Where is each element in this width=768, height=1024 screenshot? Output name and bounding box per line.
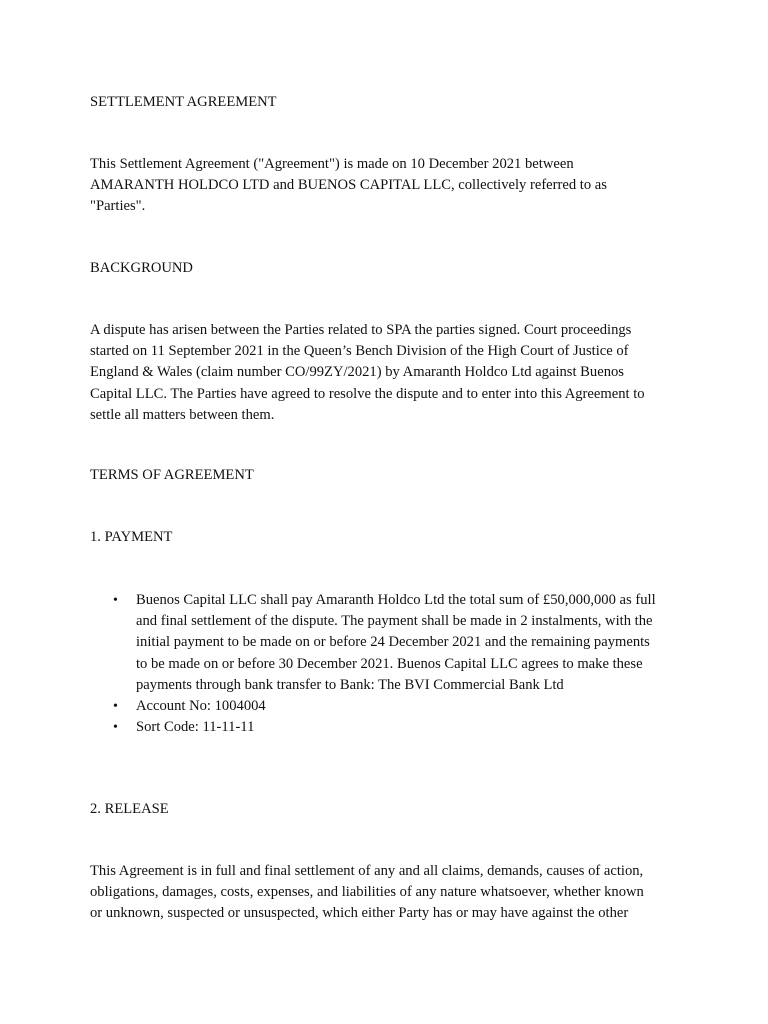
bullet-line: to be made on or before 30 December 2021. Buenos Capital LLC agrees to make these: [136, 655, 643, 672]
release-line: This Agreement is in full and final settlement of any and all claims, demands, causes of action,: [90, 863, 644, 879]
background-heading: [90, 258, 690, 279]
release-heading-text: 2. RELEASE: [90, 801, 169, 817]
background-line: settle all matters between them.: [90, 406, 275, 423]
terms-heading: [90, 465, 690, 486]
document-title-text: SETTLEMENT AGREEMENT: [90, 94, 277, 110]
payment-heading-text: 1. PAYMENT: [90, 529, 173, 545]
bullet-icon: •: [113, 593, 118, 608]
intro-line: This Settlement Agreement ("Agreement") is made on 10 December 2021 between: [90, 156, 574, 172]
bullet-line: payments through bank transfer to Bank: The BVI Commercial Bank Ltd: [136, 676, 564, 693]
bullet-line: Buenos Capital LLC shall pay Amaranth Holdco Ltd the total sum of £50,000,000 as full: [136, 592, 656, 608]
bullet-line: Sort Code: 11-11-11: [136, 719, 255, 736]
bullet-line: Account No: 1004004: [136, 698, 266, 715]
bullet-icon: •: [113, 699, 118, 715]
list-item: [90, 717, 690, 738]
background-heading-text: BACKGROUND: [90, 260, 193, 276]
list-item: [90, 696, 690, 717]
intro-paragraph: [90, 154, 690, 218]
bullet-line: and final settlement of the dispute. The payment shall be made in 2 instalments, with the: [136, 613, 653, 630]
background-line: England & Wales (claim number CO/99ZY/2021) by Amaranth Holdco Ltd against Buenos: [90, 364, 624, 381]
background-line: started on 11 September 2021 in the Queen’s Bench Division of the High Court of Justice of: [90, 343, 629, 360]
list-item: [90, 590, 690, 696]
release-line: obligations, damages, costs, expenses, and liabilities of any nature whatsoever, whether known: [90, 884, 644, 901]
payment-bullet-list: [90, 590, 690, 738]
release-heading: [90, 799, 690, 820]
background-line: Capital LLC. The Parties have agreed to resolve the dispute and to enter into this Agreement to: [90, 385, 645, 402]
background-line: A dispute has arisen between the Parties related to SPA the parties signed. Court proceedings: [90, 322, 632, 338]
document-title: [90, 92, 690, 113]
bullet-icon: •: [113, 720, 118, 736]
terms-heading-text: TERMS OF AGREEMENT: [90, 467, 254, 483]
bullet-line: initial payment to be made on or before 24 December 2021 and the remaining payments: [136, 634, 650, 651]
release-paragraph: [90, 861, 690, 925]
intro-line: "Parties".: [90, 198, 146, 215]
intro-line: AMARANTH HOLDCO LTD and BUENOS CAPITAL LLC, collectively referred to as: [90, 177, 607, 194]
release-line: or unknown, suspected or unsuspected, which either Party has or may have against the other: [90, 905, 629, 922]
background-paragraph: [90, 320, 690, 426]
payment-heading: [90, 527, 690, 548]
